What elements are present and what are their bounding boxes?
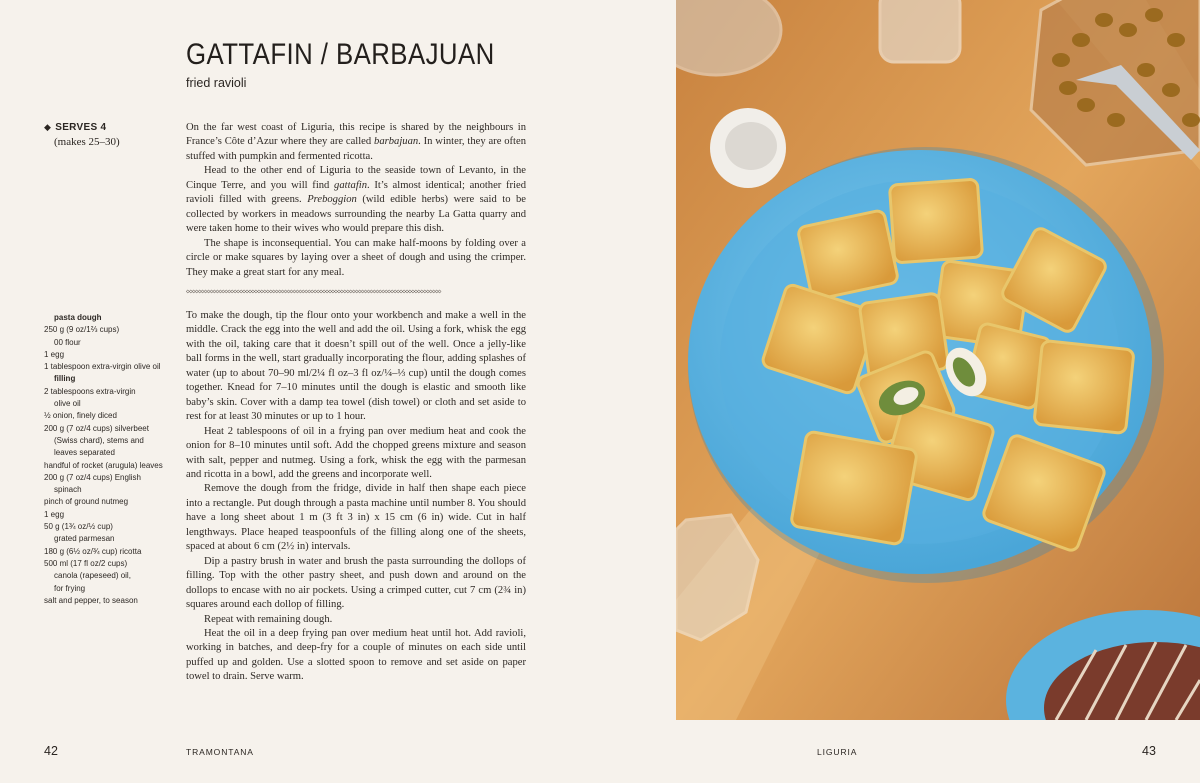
left-running-head: TRAMONTANA [186, 747, 254, 757]
ravioli [797, 210, 898, 301]
ravioli [1034, 340, 1134, 433]
method-paragraph: Repeat with remaining dough. [204, 613, 333, 625]
ingredient-line: handful of rocket (arugula) leaves [44, 460, 163, 470]
ingredient-line: 2 tablespoons extra-virgin [44, 386, 136, 396]
ornamental-divider: ◇◇◇◇◇◇◇◇◇◇◇◇◇◇◇◇◇◇◇◇◇◇◇◇◇◇◇◇◇◇◇◇◇◇◇◇◇◇◇◇◇◇◇◇◇◇◇◇◇◇◇◇◇◇◇◇◇◇◇◇◇◇◇◇◇◇◇◇◇◇◇◇◇◇◇◇◇◇◇◇◇◇◇◇◇◇ [186, 288, 441, 295]
ingredient-line: 1 egg [44, 349, 65, 359]
ingredient-line: 200 g (7 oz/4 cups) silverbeet [44, 423, 149, 433]
right-running-head: LIGURIA [817, 747, 858, 757]
intro-paragraph: Head to the other end of Liguria to the seaside town of Levanto, in the Cinque Terre, and you will find gattafin. It’s almost identical; another fried ravioli filled with greens. Preboggion (wild edible herbs) were said to be collected by workers in meadows surrounding the nearby La Gatta quarry and were taken home to their wives who would prepare this dish. [186, 165, 527, 235]
right-page-number: 43 [1142, 744, 1156, 758]
ravioli [889, 179, 982, 263]
yield-note: (makes 25–30) [54, 136, 120, 148]
ingredient-line: (Swiss chard), stems and [54, 435, 144, 445]
method-paragraph: Remove the dough from the fridge, divide in half then shape each piece into a rectangle. Put dough through a pasta machine until number 8. You should have a long sheet about 1 m (3 ft 3 in) x 15 cm (6 in) wide. Cut in half lengthways. Place heaped teaspoonfuls of the filling along one of the sheets, spaced at about 6 cm (2½ in) intervals. [186, 483, 526, 553]
ingredient-line: 180 g (6½ oz/¾ cup) ricotta [44, 546, 142, 556]
recipe-intro [186, 121, 526, 280]
ingredient-line: grated parmesan [54, 534, 115, 544]
ingredient-line: salt and pepper, to season [44, 595, 138, 605]
salt [725, 122, 777, 170]
ingredient-line: 200 g (7 oz/4 cups) English [44, 472, 141, 482]
ingredient-line: ½ onion, finely diced [44, 411, 117, 421]
ingredient-line: 00 flour [54, 337, 81, 347]
food-photo-illustration [676, 0, 1200, 720]
intro-paragraph: The shape is inconsequential. You can make half-moons by folding over a circle or make squares by laying over a sheet of dough and using the crimper. They make a great start for any meal. [186, 237, 526, 278]
ingredients-list [44, 312, 174, 607]
method-paragraph: Dip a pastry brush in water and brush the pasta surrounding the dollops of filling. Top with the other pastry sheet, and push down and around on the dollops to encase with no air pockets. Using a crimped cutter, cut 7 cm (2¾ in) squares around each dollop of filling. [186, 555, 526, 611]
ingredient-line: 1 egg [44, 509, 65, 519]
ingredient-heading-filling: filling [54, 374, 76, 384]
ingredient-line: olive oil [54, 399, 81, 409]
food-photo [676, 0, 1200, 720]
ingredient-line: 50 g (1¾ oz/½ cup) [44, 522, 113, 532]
ingredient-line: 1 tablespoon extra-virgin olive oil [44, 362, 161, 372]
method-paragraph: Heat the oil in a deep frying pan over medium heat until hot. Add ravioli, working in batches, and deep-fry for a couple of minutes on each side until puffed up and golden. Use a slotted spoon to remove and set aside on paper towel to drain. Serve warm. [186, 627, 526, 683]
ingredient-line: 250 g (9 oz/1⅔ cups) [44, 325, 120, 335]
recipe-subtitle: fried ravioli [186, 76, 247, 90]
recipe-method [186, 309, 526, 685]
glass-icon [880, 0, 960, 62]
serves-label [44, 122, 106, 133]
method-paragraph: To make the dough, tip the flour onto your workbench and make a well in the middle. Crack the egg into the well and add the oil. Using a fork, whisk the egg with the oil, taking care that it doesn’t spill out of the well. Once a jelly-like ball forms in the well, start gradually incorporating the flour, adding splashes of water (up to about 70–90 ml/2¼ fl oz–3 fl oz/¼–⅓ cup) until the dough comes together. Knead for 7–10 minutes until the dough is elastic and smooth like baby’s skin. Cover with a damp tea towel (dish towel) or cloth and set aside to rest for at least 30 minutes or up to 1 hour. [186, 310, 526, 423]
ravioli [791, 431, 918, 545]
intro-paragraph: On the far west coast of Liguria, this recipe is shared by the neighbours in France’s Côte d’Azur where they are called barbajuan. In winter, they are often stuffed with pumpkin and fermented ricotta. [186, 122, 526, 162]
ingredient-line: canola (rapeseed) oil, [54, 571, 131, 581]
method-paragraph: Heat 2 tablespoons of oil in a frying pan over medium heat and cook the onion for 8–10 minutes until soft. Add the chopped greens mixture and season with salt, pepper and nutmeg. Using a fork, whisk the egg with the parmesan and ricotta in a bowl, add the greens and incorporate well. [186, 425, 526, 480]
ingredient-line: 500 ml (17 fl oz/2 cups) [44, 558, 128, 568]
recipe-title: GATTAFIN / BARBAJUAN [186, 38, 495, 71]
ingredient-line: for frying [54, 583, 86, 593]
ingredient-heading-pasta: pasta dough [54, 313, 102, 322]
ingredient-line: leaves separated [54, 448, 115, 458]
ingredient-line: pinch of ground nutmeg [44, 497, 129, 507]
ingredient-line: spinach [54, 485, 82, 495]
left-page-number: 42 [44, 744, 58, 758]
diamond-bullet-icon: ◆ [44, 122, 52, 132]
serves-text: SERVES 4 [55, 122, 107, 133]
